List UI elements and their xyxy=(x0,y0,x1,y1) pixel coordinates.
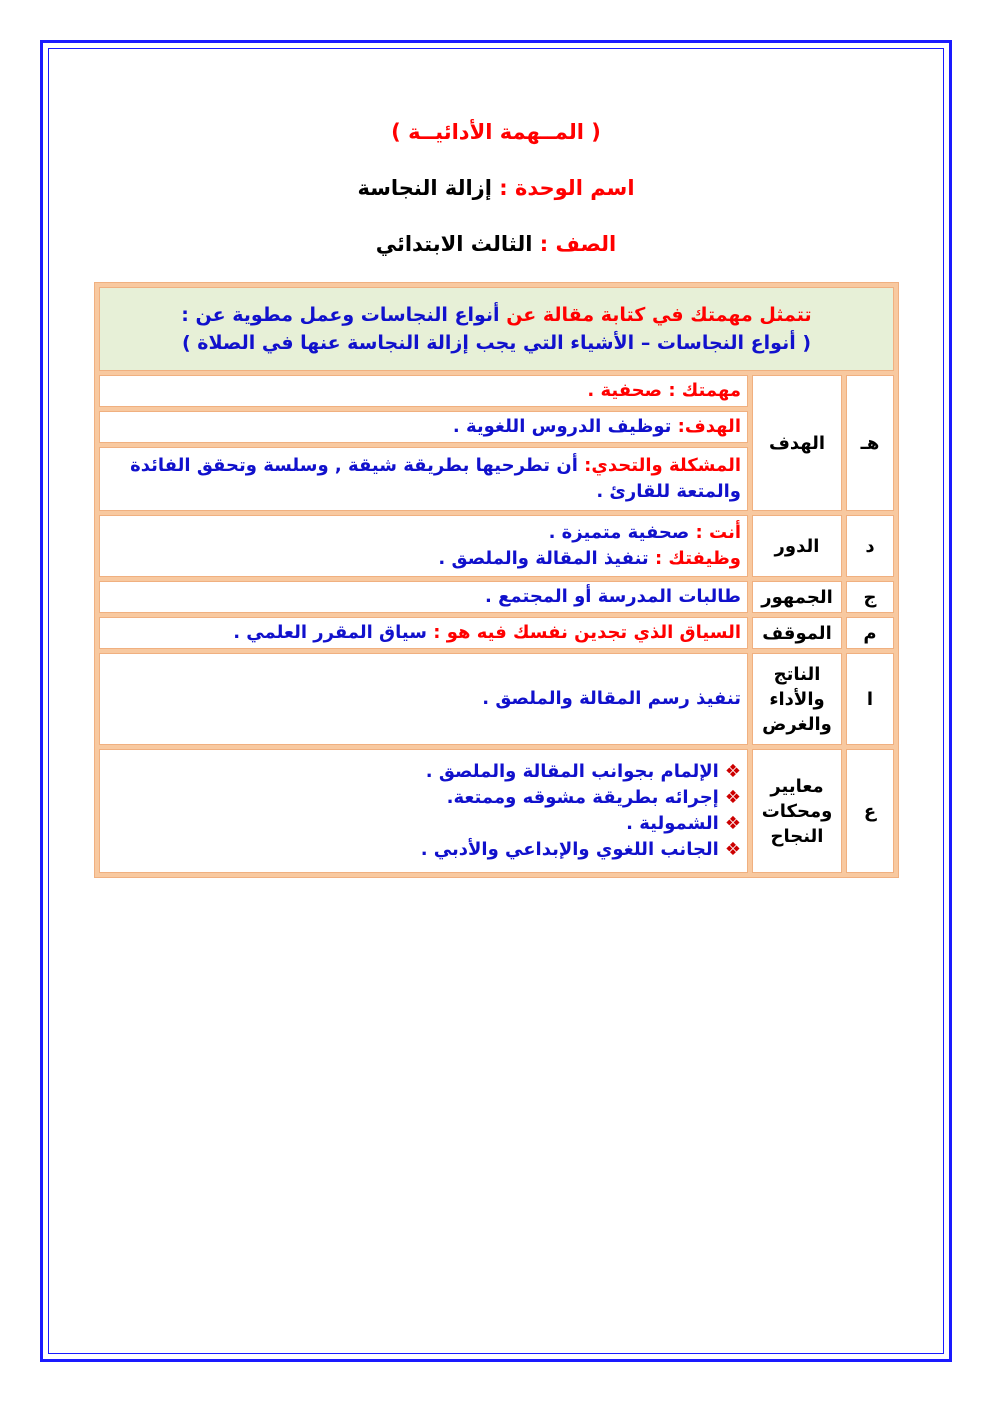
intro-line1-blue: أنواع النجاسات وعمل مطوية عن : xyxy=(181,303,500,326)
situation-content xyxy=(99,617,748,649)
you-label: أنت : xyxy=(695,522,741,544)
mission-value: صحفية . xyxy=(587,380,663,401)
context-label: السياق الذي تجدين نفسك فيه هو : xyxy=(433,622,741,644)
objective-label: الهدف: xyxy=(677,416,741,438)
diamond-bullet-icon: ❖ xyxy=(724,761,741,783)
challenge-label: المشكلة والتحدي: xyxy=(584,455,741,477)
goal-objective xyxy=(99,411,748,443)
context-value: سياق المقرر العلمي . xyxy=(233,622,427,644)
audience-label: الجمهور xyxy=(752,581,842,613)
unit-value: إزالة النجاسة xyxy=(357,176,492,200)
goal-mission xyxy=(99,375,748,407)
criteria-item: ❖الجانب اللغوي والإبداعي والأدبي . xyxy=(420,839,741,861)
challenge-value: أن تطرحيها بطريقة شيقة , وسلسة وتحقق الفائدة والمتعة للقارئ . xyxy=(130,455,741,503)
criteria-label: معايير ومحكات النجاح xyxy=(752,749,842,873)
unit-line xyxy=(0,176,992,200)
audience-letter: ج xyxy=(846,581,894,613)
intro-line2: ( أنواع النجاسات – الأشياء التي يجب إزالة النجاسة عنها في الصلاة ) xyxy=(181,332,812,354)
criteria-letter: ع xyxy=(846,749,894,873)
goal-challenge xyxy=(99,447,748,511)
audience-value: طالبات المدرسة أو المجتمع . xyxy=(99,581,748,613)
objective-value: توظيف الدروس اللغوية . xyxy=(452,416,672,438)
diamond-bullet-icon: ❖ xyxy=(724,813,741,835)
grade-line xyxy=(0,232,992,256)
product-value: تنفيذ رسم المقالة والملصق . xyxy=(99,653,748,745)
page-title: ( المــهمة الأدائيــة ) xyxy=(391,120,601,144)
grade-label: الصف : xyxy=(539,232,617,256)
product-letter: ا xyxy=(846,653,894,745)
intro-cell xyxy=(99,287,894,371)
role-letter: د xyxy=(846,515,894,577)
situation-label: الموقف xyxy=(752,617,842,649)
product-label: الناتج والأداء والغرض xyxy=(752,653,842,745)
role-content xyxy=(99,515,748,577)
task-table xyxy=(94,282,899,878)
criteria-list xyxy=(106,759,741,863)
criteria-item: ❖إجرائه بطريقة مشوقه وممتعة. xyxy=(446,787,741,809)
diamond-bullet-icon: ❖ xyxy=(724,787,741,809)
unit-label: اسم الوحدة : xyxy=(499,176,635,200)
goal-letter: هـ xyxy=(846,375,894,511)
grade-value: الثالث الابتدائي xyxy=(375,232,533,256)
situation-letter: م xyxy=(846,617,894,649)
criteria-item: ❖الشمولية . xyxy=(626,813,741,835)
goal-label: الهدف xyxy=(752,375,842,511)
role-label: الدور xyxy=(752,515,842,577)
job-label: وظيفتك : xyxy=(654,548,741,570)
mission-label: مهمتك : xyxy=(668,380,741,401)
criteria-item: ❖الإلمام بجوانب المقالة والملصق . xyxy=(425,761,741,783)
diamond-bullet-icon: ❖ xyxy=(724,839,741,861)
you-value: صحفية متميزة . xyxy=(548,522,690,544)
job-value: تنفيذ المقالة والملصق . xyxy=(438,548,649,570)
criteria-content xyxy=(99,749,748,873)
intro-line1-red: تتمثل مهمتك في كتابة مقالة عن xyxy=(506,303,812,326)
